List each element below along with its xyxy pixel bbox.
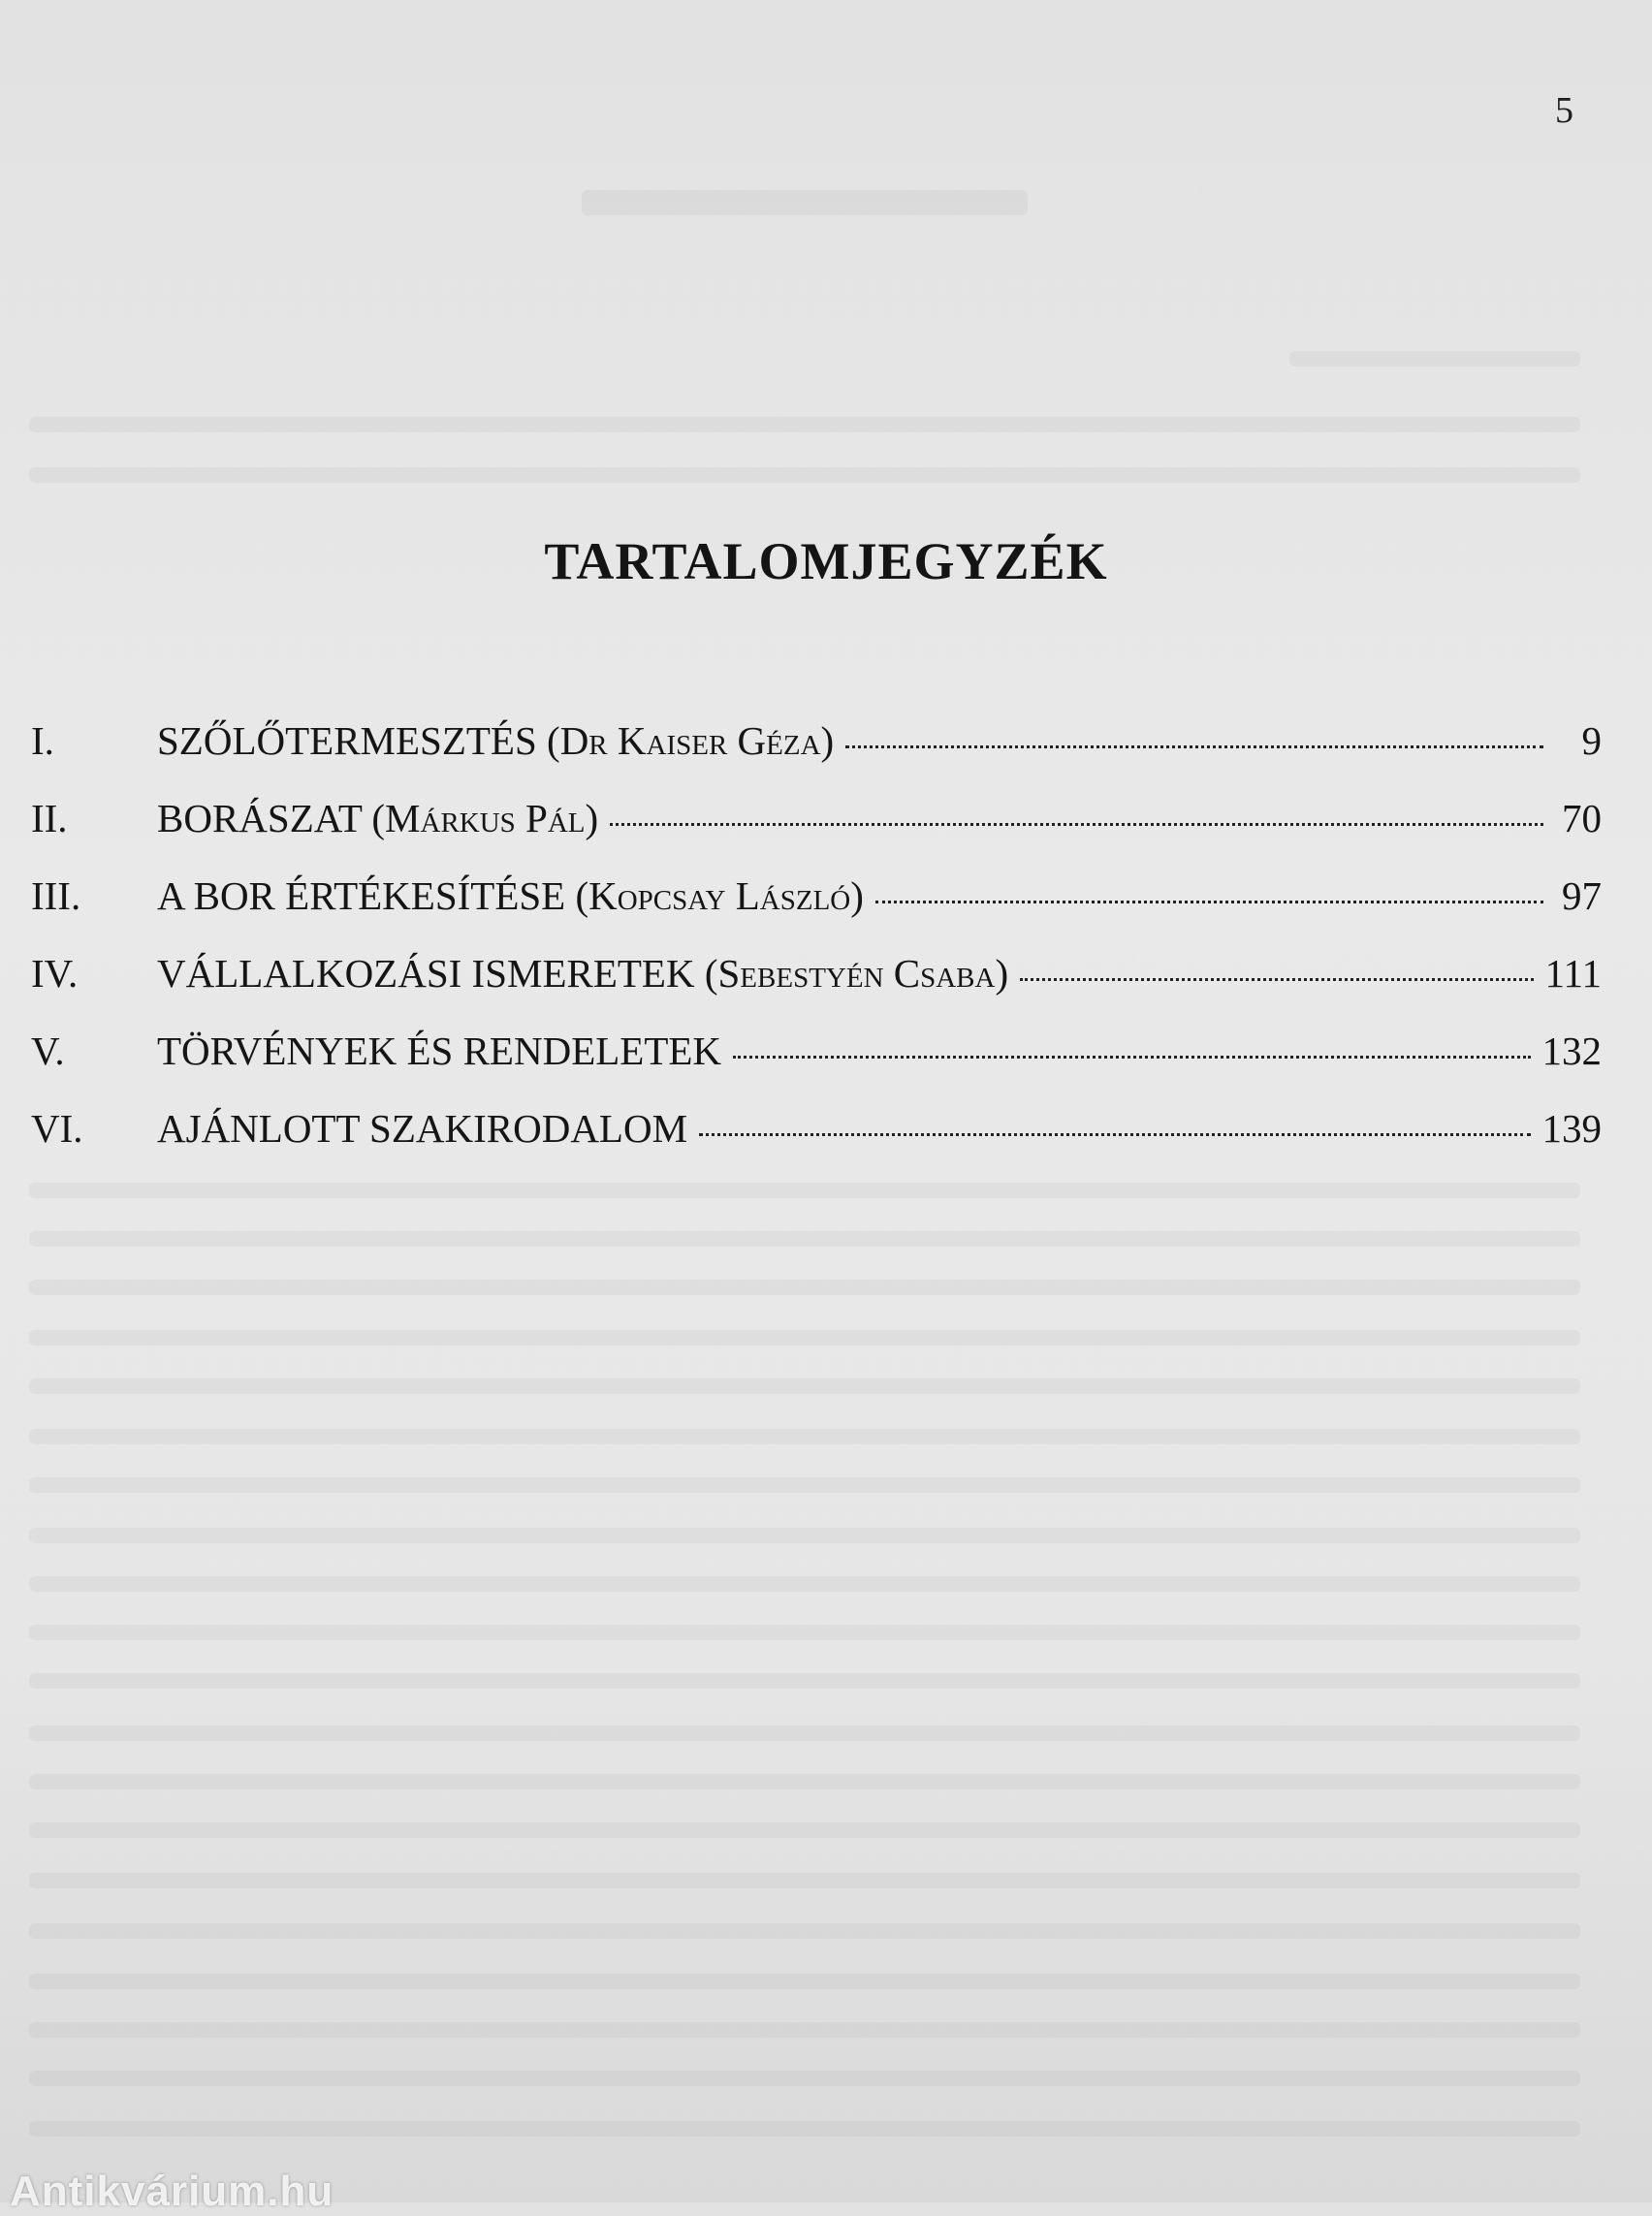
watermark: Antikvárium.hu xyxy=(10,2168,334,2215)
bleed-line xyxy=(29,467,1580,483)
toc-entry-page: 132 xyxy=(1541,1029,1602,1073)
toc-entry-number: IV. xyxy=(31,951,79,996)
toc-entry-label xyxy=(157,1028,721,1074)
toc-entry[interactable] xyxy=(31,950,1602,1028)
toc-entry[interactable] xyxy=(31,717,1602,795)
toc-entry-label xyxy=(157,1105,687,1152)
dot-leader xyxy=(610,823,1543,826)
toc-entry-page: 111 xyxy=(1544,951,1602,996)
toc-entry-label xyxy=(157,872,864,919)
dot-leader xyxy=(733,1056,1530,1059)
bleed-line xyxy=(29,417,1580,432)
toc-entry-title: VÁLLALKOZÁSI ISMERETEK xyxy=(157,951,695,996)
toc-entry[interactable] xyxy=(31,795,1602,872)
bleed-line xyxy=(29,1873,1580,1888)
bleed-line xyxy=(29,1429,1580,1444)
toc-entry-author: (Dr Kaiser Géza) xyxy=(547,718,835,763)
bleed-line xyxy=(29,1528,1580,1543)
bleed-line xyxy=(29,1280,1580,1295)
toc-entry-title: TÖRVÉNYEK ÉS RENDELETEK xyxy=(157,1029,722,1073)
toc-entry-author: (Sebestyén Csaba) xyxy=(704,951,1009,996)
toc-entry-title: BORÁSZAT xyxy=(157,796,363,840)
toc-entry-number: III. xyxy=(31,873,81,918)
toc-entry[interactable] xyxy=(31,872,1602,950)
toc-entry-title: AJÁNLOTT SZAKIRODALOM xyxy=(157,1106,688,1151)
bleed-line xyxy=(1289,351,1580,366)
dot-leader xyxy=(1020,978,1533,981)
bleed-line xyxy=(29,1673,1580,1689)
bleed-heading xyxy=(582,190,1028,215)
toc-entry-number: VI. xyxy=(31,1106,83,1151)
bleed-line xyxy=(29,1774,1580,1789)
toc-entry-label xyxy=(157,717,834,764)
bleed-line xyxy=(29,1725,1580,1741)
toc-entry-author: (Kopcsay László) xyxy=(575,873,864,918)
toc-entry-page: 70 xyxy=(1562,796,1602,840)
bleed-line xyxy=(29,1625,1580,1640)
bleed-line xyxy=(29,1822,1580,1838)
bleed-line xyxy=(29,2022,1580,2038)
toc-entry-author: (Márkus Pál) xyxy=(371,796,599,840)
toc-entry-number: I. xyxy=(31,718,54,763)
table-of-contents xyxy=(31,717,1602,1183)
toc-entry-page: 97 xyxy=(1562,873,1602,918)
toc-entry-label xyxy=(157,795,598,841)
page-number: 5 xyxy=(1555,90,1573,131)
toc-entry-label xyxy=(157,950,1008,997)
bleed-line xyxy=(29,1378,1580,1394)
bleed-line xyxy=(29,2071,1580,2086)
bleed-line xyxy=(29,1576,1580,1592)
toc-entry-page: 9 xyxy=(1581,718,1602,763)
toc-entry[interactable] xyxy=(31,1105,1602,1183)
dot-leader xyxy=(845,745,1543,748)
dot-leader xyxy=(699,1133,1530,1136)
toc-entry[interactable] xyxy=(31,1028,1602,1105)
toc-entry-title: A BOR ÉRTÉKESÍTÉSE xyxy=(157,873,566,918)
bleed-line xyxy=(29,1330,1580,1345)
toc-entry-number: II. xyxy=(31,796,68,840)
toc-entry-title: SZŐLŐTERMESZTÉS xyxy=(157,718,537,763)
bleed-line xyxy=(29,1477,1580,1493)
toc-entry-page: 139 xyxy=(1541,1106,1602,1151)
dot-leader xyxy=(875,901,1543,903)
bleed-line xyxy=(29,2121,1580,2137)
bleed-line xyxy=(29,1923,1580,1939)
bleed-line xyxy=(29,1231,1580,1247)
bleed-line xyxy=(29,1974,1580,1989)
toc-entry-number: V. xyxy=(31,1029,65,1073)
page-title: TARTALOMJEGYZÉK xyxy=(544,532,1108,590)
bleed-line xyxy=(29,1183,1580,1198)
